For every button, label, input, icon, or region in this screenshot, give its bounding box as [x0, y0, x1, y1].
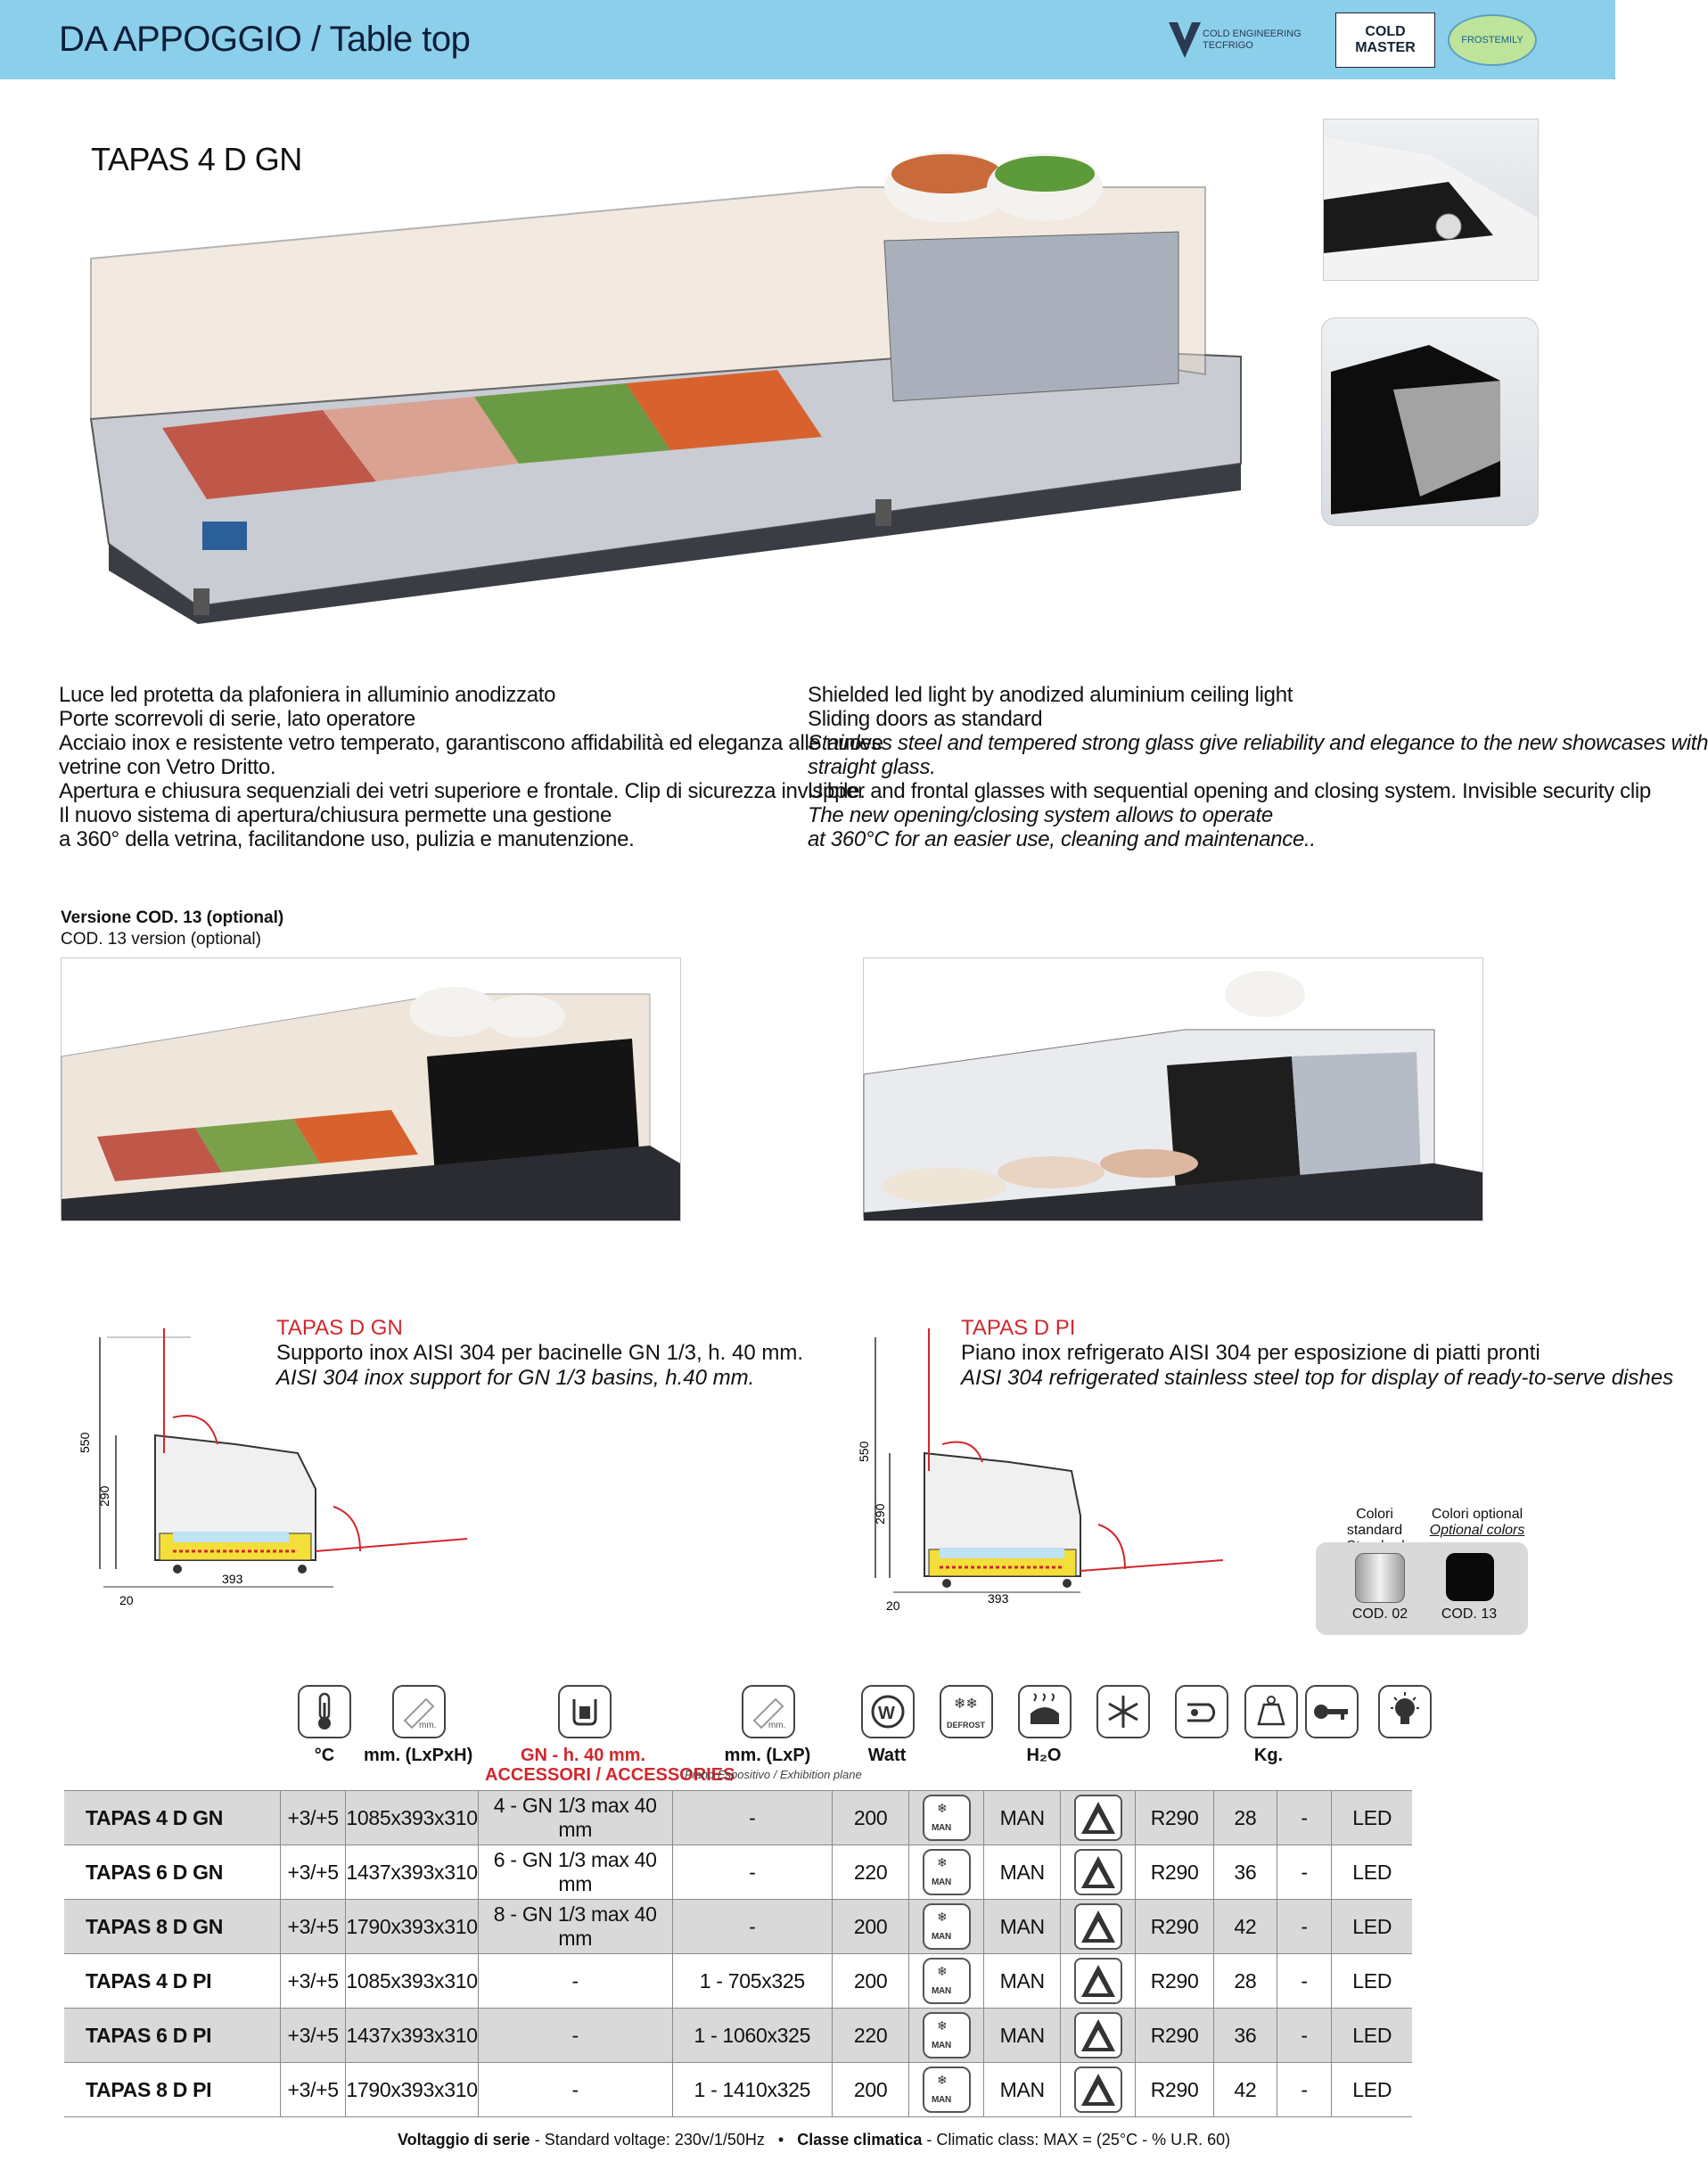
- cell-kg: 36: [1214, 2009, 1277, 2063]
- diagram-desc-en-gn: AISI 304 inox support for GN 1/3 basins, h.40 mm.: [276, 1366, 755, 1390]
- cell-key: -: [1277, 1791, 1332, 1845]
- cell-model: TAPAS 4 D GN: [64, 1791, 280, 1845]
- coldmaster-logo: [1335, 12, 1435, 68]
- water-drain-icon: [1018, 1685, 1072, 1738]
- cell-light: LED: [1332, 2063, 1412, 2117]
- manual-defrost-label: MAN: [931, 1823, 951, 1833]
- cell-key: -: [1277, 2063, 1332, 2117]
- cell-class: [1061, 1900, 1136, 1954]
- cell-model: TAPAS 6 D PI: [64, 2009, 280, 2063]
- weight-scale-icon: [1244, 1685, 1298, 1738]
- standard-color-swatch: [1355, 1553, 1405, 1603]
- cell-light: LED: [1332, 1900, 1412, 1954]
- detail-photo-2: [1321, 317, 1539, 526]
- watt-power-icon: [861, 1685, 915, 1738]
- cell-plane: -: [672, 1845, 832, 1900]
- cell-model: TAPAS 4 D PI: [86, 1968, 212, 1993]
- version-photo-pi: [863, 957, 1483, 1221]
- frostemily-logo-text: FROSTEMILY: [1461, 35, 1523, 45]
- svg-text:❄: ❄: [936, 1964, 948, 1978]
- manual-defrost-label: MAN: [931, 2095, 951, 2105]
- table-row: [64, 1954, 1412, 2009]
- cell-h2o: MAN: [984, 1845, 1061, 1900]
- manual-defrost-icon: [923, 2012, 971, 2058]
- cell-model: TAPAS 8 D GN: [64, 1900, 280, 1954]
- svg-text:❄: ❄: [936, 2018, 948, 2033]
- cross-section-diagram-pi: [858, 1328, 1321, 1623]
- diagram-desc-it-pi: Piano inox refrigerato AISI 304 per esposizione di piatti pronti: [961, 1341, 1540, 1365]
- spec-table: [64, 1790, 1412, 2117]
- cell-dimensions: 1437x393x310: [346, 1845, 478, 1900]
- cell-light: LED: [1332, 2009, 1412, 2063]
- cross-section-diagram-gn: [75, 1328, 538, 1623]
- diagram-model-pi: TAPAS D PI: [961, 1316, 1076, 1340]
- cell-gas: R290: [1136, 2009, 1214, 2063]
- main-product-photo: [55, 134, 1250, 633]
- optional-colors-en: Optional colors: [1429, 1523, 1525, 1538]
- product-name: TAPAS 4 D GN: [91, 141, 302, 177]
- manual-defrost-label: MAN: [931, 1986, 951, 1996]
- key-lock-icon: [1305, 1685, 1359, 1738]
- cell-light: LED: [1332, 1791, 1412, 1845]
- cell-gn: 8 - GN 1/3 max 40 mm: [478, 1900, 672, 1954]
- cell-gn: -: [478, 2009, 672, 2063]
- cell-temp: +3/+5: [280, 1954, 346, 2009]
- optional-color-code: COD. 13: [1441, 1606, 1498, 1622]
- desc-en-line: Stainless steel and tempered strong glass give reliability and elegance to the new showcases with: [808, 731, 1708, 755]
- desc-it-line: Acciaio inox e resistente vetro temperato, garantiscono affidabilità ed eleganza alle nuove: [59, 731, 883, 755]
- brand-logos: [1162, 9, 1537, 71]
- cell-class: [1061, 1791, 1136, 1845]
- climate-class-icon: [1074, 1795, 1122, 1841]
- svg-text:❄: ❄: [936, 1855, 948, 1869]
- cell-light: LED: [1332, 1954, 1412, 2009]
- version-photo-gn: [61, 957, 681, 1221]
- manual-defrost-icon: [923, 1849, 971, 1895]
- cell-model: TAPAS 8 D PI: [86, 2077, 212, 2101]
- cell-temp: +3/+5: [280, 2009, 346, 2063]
- version-label-en: COD. 13 version (optional): [61, 930, 261, 949]
- cell-watt: 200: [832, 1791, 908, 1845]
- cell-gas: R290: [1136, 1954, 1214, 2009]
- svg-text:❄: ❄: [936, 1910, 948, 1924]
- climate-class-icon: [1074, 1849, 1122, 1895]
- cell-defrost: [909, 1791, 984, 1845]
- cell-gas: R290: [1136, 2063, 1214, 2117]
- header-plane-line1: mm. (LxP): [724, 1746, 811, 1765]
- standard-colors-it: Colori standard: [1346, 1507, 1403, 1538]
- desc-en-line: straight glass.: [808, 755, 936, 779]
- svg-text:❄❄: ❄❄: [954, 1697, 978, 1712]
- cell-plane: -: [672, 1791, 832, 1845]
- desc-en-line: Upper and frontal glasses with sequential opening and closing system. Invisible security clip: [808, 779, 1651, 803]
- svg-text:mm.: mm.: [768, 1721, 786, 1730]
- table-row: [64, 1845, 1412, 1900]
- cell-h2o: MAN: [984, 2009, 1061, 2063]
- cell-plane: 1 - 1060x325: [672, 2009, 832, 2063]
- tecfrigo-logo: [1162, 13, 1323, 67]
- climate-class-icon: [1074, 2012, 1122, 2058]
- cell-dimensions: 1085x393x310: [346, 1791, 478, 1845]
- light-bulb-icon: [1378, 1685, 1432, 1738]
- optional-color-swatch: [1446, 1553, 1494, 1601]
- header-gn-line2: ACCESSORI / ACCESSORIES: [485, 1765, 735, 1785]
- desc-it-line: Il nuovo sistema di apertura/chiusura permette una gestione: [59, 803, 612, 827]
- header-watt: Watt: [867, 1746, 907, 1765]
- svg-text:mm.: mm.: [419, 1721, 437, 1730]
- version-label: [61, 908, 283, 950]
- cell-h2o: MAN: [984, 2063, 1061, 2117]
- snowflake-icon: [1096, 1685, 1150, 1738]
- desc-en-line: Sliding doors as standard: [808, 707, 1043, 731]
- climate-class-icon: [1074, 2067, 1122, 2113]
- cell-defrost: [909, 1845, 984, 1900]
- svg-text:W: W: [878, 1704, 895, 1723]
- table-row: [64, 1900, 1412, 1954]
- cell-gas: R290: [1136, 1791, 1214, 1845]
- desc-it-line: Apertura e chiusura sequenziali dei vetri superiore e frontale. Clip di sicurezza invisibile.: [59, 779, 866, 803]
- frostemily-logo: [1448, 14, 1537, 66]
- footer-class-text: - Climatic class: MAX = (25°C - % U.R. 60): [926, 2131, 1231, 2149]
- desc-it-line: Porte scorrevoli di serie, lato operatore: [59, 707, 415, 731]
- footer-bullet: •: [768, 2131, 793, 2149]
- cell-kg: 42: [1214, 2063, 1277, 2117]
- version-label-it: Versione COD. 13 (optional): [61, 908, 284, 927]
- desc-it-line: a 360° della vetrina, facilitandone uso, pulizia e manutenzione.: [59, 827, 635, 851]
- cell-key: -: [1277, 1954, 1332, 2009]
- tecfrigo-logo-text: COLD ENGINEERING TECFRIGO: [1203, 29, 1302, 51]
- cell-plane: 1 - 1410x325: [672, 2063, 832, 2117]
- defrost-icon: [940, 1685, 993, 1738]
- cell-kg: 42: [1214, 1900, 1277, 1954]
- cell-kg: 28: [1214, 1954, 1277, 2009]
- dim-290-pi: 290: [873, 1503, 887, 1524]
- cell-watt: 200: [832, 1954, 908, 2009]
- cell-class: [1061, 2063, 1136, 2117]
- header-plane-line2: Piano Espositivo / Exhibition plane: [685, 1768, 862, 1781]
- dim-20-pi: 20: [886, 1598, 900, 1613]
- svg-text:❄: ❄: [936, 1801, 948, 1815]
- cell-watt: 220: [832, 1845, 908, 1900]
- cell-gas: R290: [1136, 1900, 1214, 1954]
- header-gn-line1: GN - h. 40 mm.: [520, 1746, 646, 1765]
- description-italian: [59, 683, 883, 851]
- dim-393-gn: 393: [222, 1572, 243, 1586]
- manual-defrost-icon: [923, 1903, 971, 1950]
- header-kg: Kg.: [1253, 1746, 1284, 1765]
- table-row: [64, 2009, 1412, 2063]
- cell-dimensions: 1790x393x310: [346, 2063, 478, 2117]
- thermometer-icon: [298, 1685, 351, 1738]
- manual-defrost-icon: [923, 2067, 971, 2113]
- manual-defrost-label: MAN: [931, 1932, 951, 1942]
- optional-colors-it: Colori optional: [1431, 1507, 1523, 1522]
- ruler-plane-icon: [742, 1685, 795, 1738]
- detail-photo-1: [1323, 119, 1539, 281]
- cell-kg: 36: [1214, 1845, 1277, 1900]
- cell-model: TAPAS 6 D GN: [86, 1860, 224, 1884]
- cell-temp: +3/+5: [280, 1900, 346, 1954]
- table-header-icons: [0, 1685, 1615, 1790]
- cell-key: -: [1277, 1900, 1332, 1954]
- desc-it-line: Luce led protetta da plafoniera in alluminio anodizzato: [59, 683, 556, 707]
- cell-class: [1061, 1845, 1136, 1900]
- diagram-desc-en-pi: AISI 304 refrigerated stainless steel top for display of ready-to-serve dishes: [961, 1366, 1674, 1390]
- cell-h2o: MAN: [984, 1791, 1061, 1845]
- cell-gn: 4 - GN 1/3 max 40 mm: [478, 1791, 672, 1845]
- desc-en-line: The new opening/closing system allows to operate: [808, 803, 1273, 827]
- standard-color-code: COD. 02: [1351, 1606, 1408, 1622]
- manual-defrost-label: MAN: [931, 2041, 951, 2050]
- dim-290-gn: 290: [97, 1485, 111, 1507]
- cell-gn: 6 - GN 1/3 max 40 mm: [478, 1845, 672, 1900]
- footer-specs: [398, 2131, 1230, 2149]
- cell-h2o: MAN: [984, 1900, 1061, 1954]
- dim-550-pi: 550: [857, 1441, 871, 1462]
- diagram-model-gn: TAPAS D GN: [276, 1316, 403, 1340]
- cell-kg: 28: [1214, 1791, 1277, 1845]
- climate-class-icon: [1074, 1958, 1122, 2004]
- cell-class: [1061, 1954, 1136, 2009]
- header-temp: °C: [314, 1746, 335, 1765]
- diagram-desc-it-gn: Supporto inox AISI 304 per bacinelle GN 1/3, h. 40 mm.: [276, 1341, 803, 1365]
- cell-watt: 220: [832, 2009, 908, 2063]
- header-gn: [485, 1746, 735, 1785]
- cell-dimensions: 1790x393x310: [346, 1900, 478, 1954]
- cell-dimensions: 1085x393x310: [346, 1954, 478, 2009]
- cell-class: [1061, 2009, 1136, 2063]
- cell-defrost: [909, 1900, 984, 1954]
- header-h2o: H₂O: [1026, 1746, 1062, 1765]
- spec-table-body: [64, 1791, 1412, 2117]
- cell-watt: 200: [832, 1900, 908, 1954]
- footer-class-label: Classe climatica: [797, 2131, 923, 2149]
- cell-gn: -: [478, 2063, 672, 2117]
- gn-container-icon: [558, 1685, 612, 1738]
- coldmaster-logo-text: COLD MASTER: [1355, 24, 1416, 55]
- refrigerant-gas-icon: [1175, 1685, 1228, 1738]
- climate-class-icon: [1074, 1903, 1122, 1950]
- desc-en-line: at 360°C for an easier use, cleaning and maintenance..: [808, 827, 1316, 851]
- cell-gn: -: [478, 1954, 672, 2009]
- header-dimensions: mm. (LxPxH): [364, 1746, 473, 1765]
- cell-watt: 200: [832, 2063, 908, 2117]
- dim-20-gn: 20: [119, 1593, 134, 1607]
- cell-temp: +3/+5: [280, 2063, 346, 2117]
- dim-550-gn: 550: [78, 1432, 92, 1453]
- colors-panel: [1316, 1542, 1528, 1635]
- svg-text:❄: ❄: [936, 2073, 948, 2087]
- cell-temp: +3/+5: [280, 1845, 346, 1900]
- cell-gas: R290: [1136, 1845, 1214, 1900]
- cell-plane: 1 - 705x325: [672, 1954, 832, 2009]
- desc-en-line: Shielded led light by anodized aluminium ceiling light: [808, 683, 1293, 707]
- table-row: [64, 2063, 1412, 2117]
- description-english: [808, 683, 1708, 851]
- cell-key: -: [1277, 1845, 1332, 1900]
- ruler-dimensions-icon: [392, 1685, 446, 1738]
- cell-defrost: [909, 1954, 984, 2009]
- cell-plane: -: [672, 1900, 832, 1954]
- manual-defrost-label: MAN: [931, 1878, 951, 1887]
- manual-defrost-icon: [923, 1958, 971, 2004]
- cell-defrost: [909, 2009, 984, 2063]
- defrost-label: DEFROST: [947, 1721, 986, 1730]
- page-title: DA APPOGGIO / Table top: [59, 20, 471, 59]
- cell-h2o: MAN: [984, 1954, 1061, 2009]
- cell-temp: +3/+5: [280, 1791, 346, 1845]
- table-row: [64, 1791, 1412, 1845]
- header-plane: [685, 1746, 862, 1785]
- optional-colors-label: [1426, 1507, 1528, 1539]
- dim-393-pi: 393: [988, 1591, 1009, 1606]
- desc-it-line: vetrine con Vetro Dritto.: [59, 755, 276, 779]
- cell-key: -: [1277, 2009, 1332, 2063]
- manual-defrost-icon: [923, 1795, 971, 1841]
- cell-defrost: [909, 2063, 984, 2117]
- cell-dimensions: 1437x393x310: [346, 2009, 478, 2063]
- footer-voltage-text: - Standard voltage: 230v/1/50Hz: [534, 2131, 765, 2149]
- footer-voltage-label: Voltaggio di serie: [398, 2131, 530, 2149]
- cell-light: LED: [1332, 1845, 1412, 1900]
